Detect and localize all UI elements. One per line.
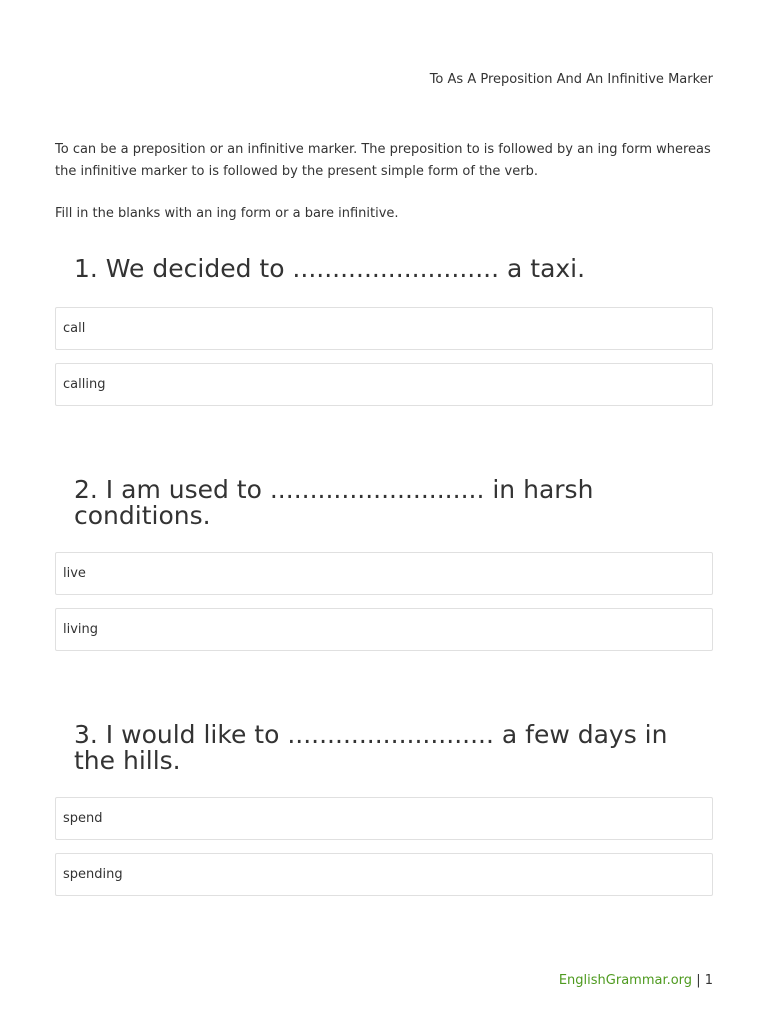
instruction-text: Fill in the blanks with an ing form or a bare infinitive.: [55, 206, 399, 221]
question-2: [55, 477, 713, 651]
question-1-options: [55, 307, 713, 406]
question-1-text: 1. We decided to .......................... a taxi.: [74, 254, 586, 283]
option-live[interactable]: live: [55, 552, 713, 595]
footer-separator: |: [692, 973, 705, 988]
question-2-options: [55, 552, 713, 651]
question-3-text: 3. I would like to .......................... a few days in the hills.: [74, 720, 668, 775]
question-3: [55, 722, 713, 896]
option-calling[interactable]: calling: [55, 363, 713, 406]
option-spend[interactable]: spend: [55, 797, 713, 840]
option-call[interactable]: call: [55, 307, 713, 350]
intro-paragraph: To can be a preposition or an infinitive marker. The preposition to is followed by an ing form whereas the infinitive marker to is followed by the present simple form of the verb.: [55, 142, 711, 179]
option-spending[interactable]: spending: [55, 853, 713, 896]
question-1: [55, 256, 713, 406]
page-footer: [559, 973, 713, 988]
option-living[interactable]: living: [55, 608, 713, 651]
question-2-text: 2. I am used to ........................... in harsh conditions.: [74, 475, 594, 530]
page-header-title: To As A Preposition And An Infinitive Marker: [429, 72, 713, 87]
question-3-options: [55, 797, 713, 896]
footer-page-number: 1: [704, 973, 713, 988]
footer-site-link[interactable]: EnglishGrammar.org: [558, 973, 693, 988]
